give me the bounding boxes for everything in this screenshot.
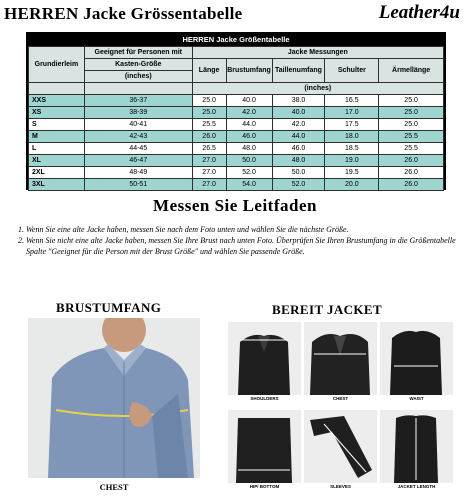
laenge-cell: 26.5: [192, 143, 226, 155]
jacket-photo-waist: [380, 322, 453, 395]
brustumfang-label: BRUSTUMFANG: [56, 300, 162, 315]
brust-cell: 40.0: [226, 95, 272, 107]
chest-cell: 40-41: [84, 119, 192, 131]
schulter-cell: 16.5: [325, 95, 379, 107]
size-chart: [26, 32, 446, 190]
table-row: [29, 143, 444, 155]
jacket-photo-shoulders: [228, 322, 301, 395]
taille-cell: 46.0: [272, 143, 325, 155]
header-laenge: Länge: [192, 59, 226, 83]
instruction-text: Wenn Sie eine alte Jacke haben, messen Sie nach dem Foto unten und wählen Sie die nächste Größe.: [26, 225, 349, 234]
aermel-cell: 25.5: [379, 143, 444, 155]
size-table: [28, 46, 444, 191]
guide-title: Messen Sie Leitfaden: [153, 196, 317, 215]
aermel-cell: 26.0: [379, 179, 444, 191]
aermel-cell: 26.0: [379, 155, 444, 167]
header-taillenumfang: Taillenumfang: [272, 59, 325, 83]
brust-cell: 46.0: [226, 131, 272, 143]
size-cell: M: [29, 131, 85, 143]
size-cell: 3XL: [29, 179, 85, 191]
laenge-cell: 27.0: [192, 179, 226, 191]
instruction-number: 2.: [18, 236, 24, 245]
jacket-photo-hip: [228, 410, 301, 483]
jacket-length-image: [380, 410, 453, 483]
size-chart-caption: HERREN Jacke Größentabelle: [28, 34, 444, 46]
brand-logo: Leather4u: [378, 2, 460, 23]
chest-cell: 36-37: [84, 95, 192, 107]
table-row: [29, 107, 444, 119]
instruction-item: [18, 235, 458, 257]
table-row: [29, 131, 444, 143]
instruction-number: 1.: [18, 225, 24, 234]
aermel-cell: 25.0: [379, 107, 444, 119]
taille-cell: 38.0: [272, 95, 325, 107]
caption-hip: HIP/ BOTTOM: [249, 484, 280, 489]
table-row: [29, 167, 444, 179]
header-geeignet: Geeignet für Personen mit: [84, 47, 192, 59]
size-cell: L: [29, 143, 85, 155]
chest-cell: 46-47: [84, 155, 192, 167]
schulter-cell: 17.0: [325, 107, 379, 119]
jacket-waist-image: [380, 322, 453, 395]
chest-cell: 48-49: [84, 167, 192, 179]
brust-cell: 52.0: [226, 167, 272, 179]
jacket-photo-length: [380, 410, 453, 483]
aermel-cell: 25.0: [379, 95, 444, 107]
table-header-row: [29, 47, 444, 59]
chest-cell: 42-43: [84, 131, 192, 143]
aermel-cell: 26.0: [379, 167, 444, 179]
table-header-row: [29, 59, 444, 71]
caption-shoulders: SHOULDERS: [250, 396, 279, 401]
bereit-jacket-label: BEREIT JACKET: [272, 302, 383, 317]
laenge-cell: 25.0: [192, 95, 226, 107]
caption-length: JACKET LENGTH: [397, 484, 436, 489]
units-empty: [29, 83, 85, 95]
schulter-cell: 19.0: [325, 155, 379, 167]
man-shirt-illustration: [28, 318, 200, 478]
header-messungen: Jacke Messungen: [192, 47, 443, 59]
page-title: HERREN Jacke Grössentabelle: [4, 4, 243, 23]
jacket-measure-grid: [228, 322, 452, 492]
laenge-cell: 25.5: [192, 119, 226, 131]
instruction-item: [18, 224, 458, 235]
header-inches-measure: (inches): [192, 83, 443, 95]
jacket-sleeves-image: [304, 410, 377, 483]
table-units-row: [29, 83, 444, 95]
taille-cell: 52.0: [272, 179, 325, 191]
taille-cell: 40.0: [272, 107, 325, 119]
schulter-cell: 17.5: [325, 119, 379, 131]
header-schulter: Schulter: [325, 59, 379, 83]
brust-cell: 48.0: [226, 143, 272, 155]
header-brustumfang: Brustumfang: [226, 59, 272, 83]
jacket-photo-sleeves: [304, 410, 377, 483]
brust-cell: 50.0: [226, 155, 272, 167]
laenge-cell: 27.0: [192, 167, 226, 179]
size-cell: XS: [29, 107, 85, 119]
chest-cell: 50-51: [84, 179, 192, 191]
taille-cell: 50.0: [272, 167, 325, 179]
jacket-hip-image: [228, 410, 301, 483]
chest-caption: CHEST: [99, 482, 129, 492]
aermel-cell: 25.0: [379, 119, 444, 131]
table-row: [29, 155, 444, 167]
header-grundierleim: Grundierleim: [29, 47, 85, 83]
chest-measure-photo: [28, 318, 200, 478]
caption-waist: WAIST: [409, 396, 424, 401]
table-row: [29, 95, 444, 107]
header-kasten: Kasten-Größe: [84, 59, 192, 71]
laenge-cell: 25.0: [192, 107, 226, 119]
instructions: [18, 224, 458, 257]
table-row: [29, 179, 444, 191]
aermel-cell: 25.5: [379, 131, 444, 143]
table-row: [29, 119, 444, 131]
taille-cell: 42.0: [272, 119, 325, 131]
caption-sleeves: SLEEVES: [330, 484, 351, 489]
laenge-cell: 27.0: [192, 155, 226, 167]
taille-cell: 48.0: [272, 155, 325, 167]
header: [0, 0, 470, 30]
brust-cell: 44.0: [226, 119, 272, 131]
size-cell: XXS: [29, 95, 85, 107]
jacket-shoulders-image: [228, 322, 301, 395]
taille-cell: 44.0: [272, 131, 325, 143]
caption-chest: CHEST: [332, 396, 349, 401]
header-inches: (inches): [84, 71, 192, 83]
schulter-cell: 19.5: [325, 167, 379, 179]
jacket-photo-chest: [304, 322, 377, 395]
instruction-text: Wenn Sie nicht eine alte Jacke haben, messen Sie Ihre Brust nach unten Foto. Überprüfen Sie Ihren Brustumfang in die Größentabelle Spalte "Geeignet für die Person mit der Brust Größe" und wählen Sie passende Größe.: [26, 236, 456, 256]
size-cell: S: [29, 119, 85, 131]
schulter-cell: 18.5: [325, 143, 379, 155]
size-cell: 2XL: [29, 167, 85, 179]
chest-cell: 38-39: [84, 107, 192, 119]
laenge-cell: 26.0: [192, 131, 226, 143]
jacket-chest-image: [304, 322, 377, 395]
header-aermel: Ärmellänge: [379, 59, 444, 83]
brust-cell: 42.0: [226, 107, 272, 119]
size-cell: XL: [29, 155, 85, 167]
schulter-cell: 20.0: [325, 179, 379, 191]
schulter-cell: 18.0: [325, 131, 379, 143]
brust-cell: 54.0: [226, 179, 272, 191]
units-empty: [84, 83, 192, 95]
chest-cell: 44-45: [84, 143, 192, 155]
